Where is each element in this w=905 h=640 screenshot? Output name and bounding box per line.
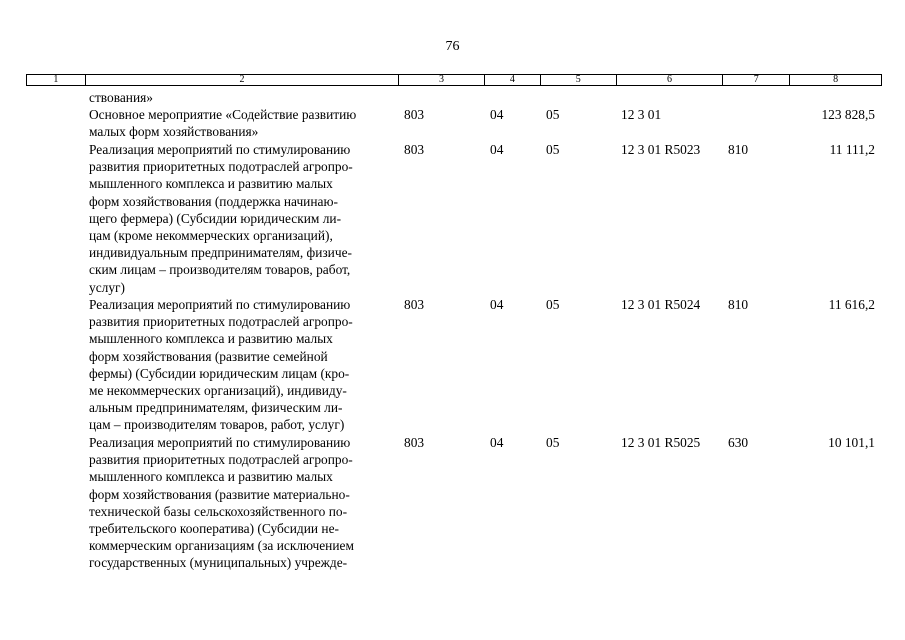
row-description xyxy=(89,434,399,572)
department-code-cell: 803 xyxy=(404,435,425,450)
expense-type-code-cell: 630 xyxy=(728,435,749,450)
description-line: ме некоммерческих организаций), индивиду- xyxy=(89,383,347,399)
column-number-2: 2 xyxy=(86,75,399,85)
description-line: коммерческим организациям (за исключением xyxy=(89,538,354,554)
description-line: технической базы сельскохозяйственного по- xyxy=(89,503,348,519)
department-code-cell: 803 xyxy=(404,142,425,157)
description-line: фермы) (Субсидии юридическим лицам (кро- xyxy=(89,365,350,381)
amount-cell: 10 101,1 xyxy=(828,435,875,450)
row-description xyxy=(89,141,399,296)
description-line: форм хозяйствования (поддержка начинаю- xyxy=(89,193,338,209)
target-article-code-cell: 12 3 01 R5023 xyxy=(621,142,701,157)
description-line: малых форм хозяйствования» xyxy=(89,124,259,140)
description-line: государственных (муниципальных) учрежде- xyxy=(89,555,348,571)
description-line: Реализация мероприятий по стимулированию xyxy=(89,297,351,312)
description-line: Реализация мероприятий по стимулированию xyxy=(89,435,351,450)
subsection-code-cell: 05 xyxy=(546,435,560,450)
department-code-cell: 803 xyxy=(404,107,425,122)
department-code-cell: 803 xyxy=(404,297,425,312)
column-number-8: 8 xyxy=(833,74,839,85)
section-code-cell: 04 xyxy=(490,142,504,157)
column-number-4: 4 xyxy=(485,75,541,85)
amount-cell: 11 616,2 xyxy=(828,297,875,312)
amount-cell: 123 828,5 xyxy=(821,107,875,122)
page-number: 76 xyxy=(445,39,460,54)
description-line: цам – производителям товаров, работ, услуг) xyxy=(89,417,345,433)
description-line: развития приоритетных подотраслей агропро- xyxy=(89,159,353,175)
description-line: мышленного комплекса и развитию малых xyxy=(89,331,333,347)
description-line: альным предпринимателям, физическим ли- xyxy=(89,400,343,416)
description-line: Реализация мероприятий по стимулированию xyxy=(89,142,351,157)
target-article-code-cell: 12 3 01 R5025 xyxy=(621,435,701,450)
description-line: услуг) xyxy=(89,279,125,295)
subsection-code-cell: 05 xyxy=(546,297,560,312)
target-article-code-cell: 12 3 01 xyxy=(621,107,662,122)
column-number-6: 6 xyxy=(617,75,724,85)
column-number-header xyxy=(26,74,882,86)
expense-type-code-cell: 810 xyxy=(728,142,749,157)
amount-cell: 11 111,2 xyxy=(829,142,875,157)
description-line: форм хозяйствования (развитие материально- xyxy=(89,486,350,502)
description-line: цам (кроме некоммерческих организаций), xyxy=(89,228,333,244)
target-article-code-cell: 12 3 01 R5024 xyxy=(621,297,701,312)
description-line: щего фермера) (Субсидии юридическим ли- xyxy=(89,210,342,226)
description-line: мышленного комплекса и развитию малых xyxy=(89,176,333,192)
column-number-7: 7 xyxy=(723,75,790,85)
section-code-cell: 04 xyxy=(490,435,504,450)
description-line: мышленного комплекса и развитию малых xyxy=(89,469,333,485)
description-line: развития приоритетных подотраслей агропро- xyxy=(89,314,353,330)
continuation-text: ствования» xyxy=(89,90,153,105)
description-line: форм хозяйствования (развитие семейной xyxy=(89,348,328,364)
description-line: ским лицам – производителям товаров, работ, xyxy=(89,262,351,278)
section-code-cell: 04 xyxy=(490,107,504,122)
subsection-code-cell: 05 xyxy=(546,142,560,157)
section-code-cell: 04 xyxy=(490,297,504,312)
column-number-5: 5 xyxy=(541,75,617,85)
description-line: индивидуальным предпринимателям, физиче- xyxy=(89,245,352,261)
column-number-1: 1 xyxy=(27,75,86,85)
row-description xyxy=(89,106,399,140)
description-line: требительского кооператива) (Субсидии не- xyxy=(89,521,339,537)
column-number-3: 3 xyxy=(399,75,485,85)
expense-type-code-cell: 810 xyxy=(728,297,749,312)
row-description xyxy=(89,296,399,434)
description-line: Основное мероприятие «Содействие развитию xyxy=(89,107,357,122)
description-line: развития приоритетных подотраслей агропро- xyxy=(89,452,353,468)
subsection-code-cell: 05 xyxy=(546,107,560,122)
